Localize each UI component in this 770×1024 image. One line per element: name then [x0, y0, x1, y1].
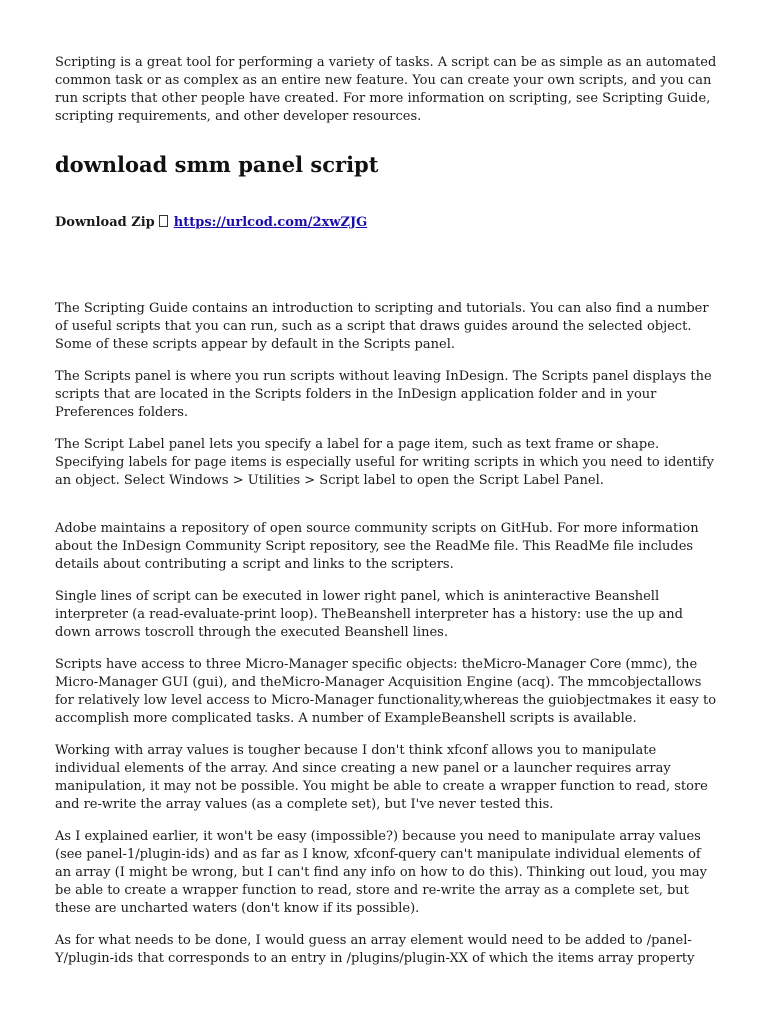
download-line [55, 214, 717, 232]
body-paragraph: The Scripts panel is where you run scripts without leaving InDesign. The Scripts panel displays the scripts that are located in the Scripts folders in the InDesign application folder and in your Preferences folders. [55, 369, 712, 420]
body-paragraph: Single lines of script can be executed in lower right panel, which is aninteractive Beanshell interpreter (a read-evaluate-print loop). TheBeanshell interpreter has a history: use the up and down arrows toscroll through the executed Beanshell lines. [55, 589, 683, 640]
download-label: Download Zip [55, 215, 155, 230]
body-paragraph: Adobe maintains a repository of open source community scripts on GitHub. For more information about the InDesign Community Script repository, see the ReadMe file. This ReadMe file includes details about contributing a script and links to the scripters. [55, 521, 699, 572]
document-page [55, 54, 717, 982]
body-paragraph: As I explained earlier, it won't be easy (impossible?) because you need to manipulate array values (see panel-1/plugin-ids) and as far as I know, xfconf-query can't manipulate individual elements of an array (I might be wrong, but I can't find any info on how to do this). Thinking out loud, you may be able to create a wrapper function to read, store and re-write the array as a complete set, but these are uncharted waters (don't know if its possible). [55, 829, 707, 916]
body-paragraph: The Script Label panel lets you specify a label for a page item, such as text frame or shape. Specifying labels for page items is especially useful for writing scripts in which you need to identify an object. Select Windows > Utilities > Script label to open the Script Label Panel. [55, 437, 714, 488]
page-title: download smm panel script [55, 152, 379, 177]
body-paragraph: Working with array values is tougher because I don't think xfconf allows you to manipulate individual elements of the array. And since creating a new panel or a launcher requires array manipulation, it may not be possible. You might be able to create a wrapper function to read, store and re-write the array values (as a complete set), but I've never tested this. [55, 743, 708, 812]
body-paragraph: Scripts have access to three Micro-Manager specific objects: theMicro-Manager Core (mmc), the Micro-Manager GUI (gui), and theMicro-Manager Acquisition Engine (acq). The mmcobjectallows for relatively low level access to Micro-Manager functionality,whereas the guiobjectmakes it easy to accomplish more complicated tasks. A number of ExampleBeanshell scripts is available. [55, 657, 717, 726]
missing-glyph-icon [159, 215, 168, 227]
body-paragraph: As for what needs to be done, I would guess an array element would need to be added to /panel-Y/plugin-ids that corresponds to an entry in /plugins/plugin-XX of which the items array property [55, 933, 695, 966]
intro-paragraph: Scripting is a great tool for performing a variety of tasks. A script can be as simple as an automated common task or as complex as an entire new feature. You can create your own scripts, and you can run scripts that other people have created. For more information on scripting, see Scripting Guide, scripting requirements, and other developer resources. [55, 55, 717, 124]
body-paragraph: The Scripting Guide contains an introduction to scripting and tutorials. You can also find a number of useful scripts that you can run, such as a script that draws guides around the selected object. Some of these scripts appear by default in the Scripts panel. [55, 301, 709, 352]
download-link[interactable]: https://urlcod.com/2xwZJG [173, 215, 368, 230]
